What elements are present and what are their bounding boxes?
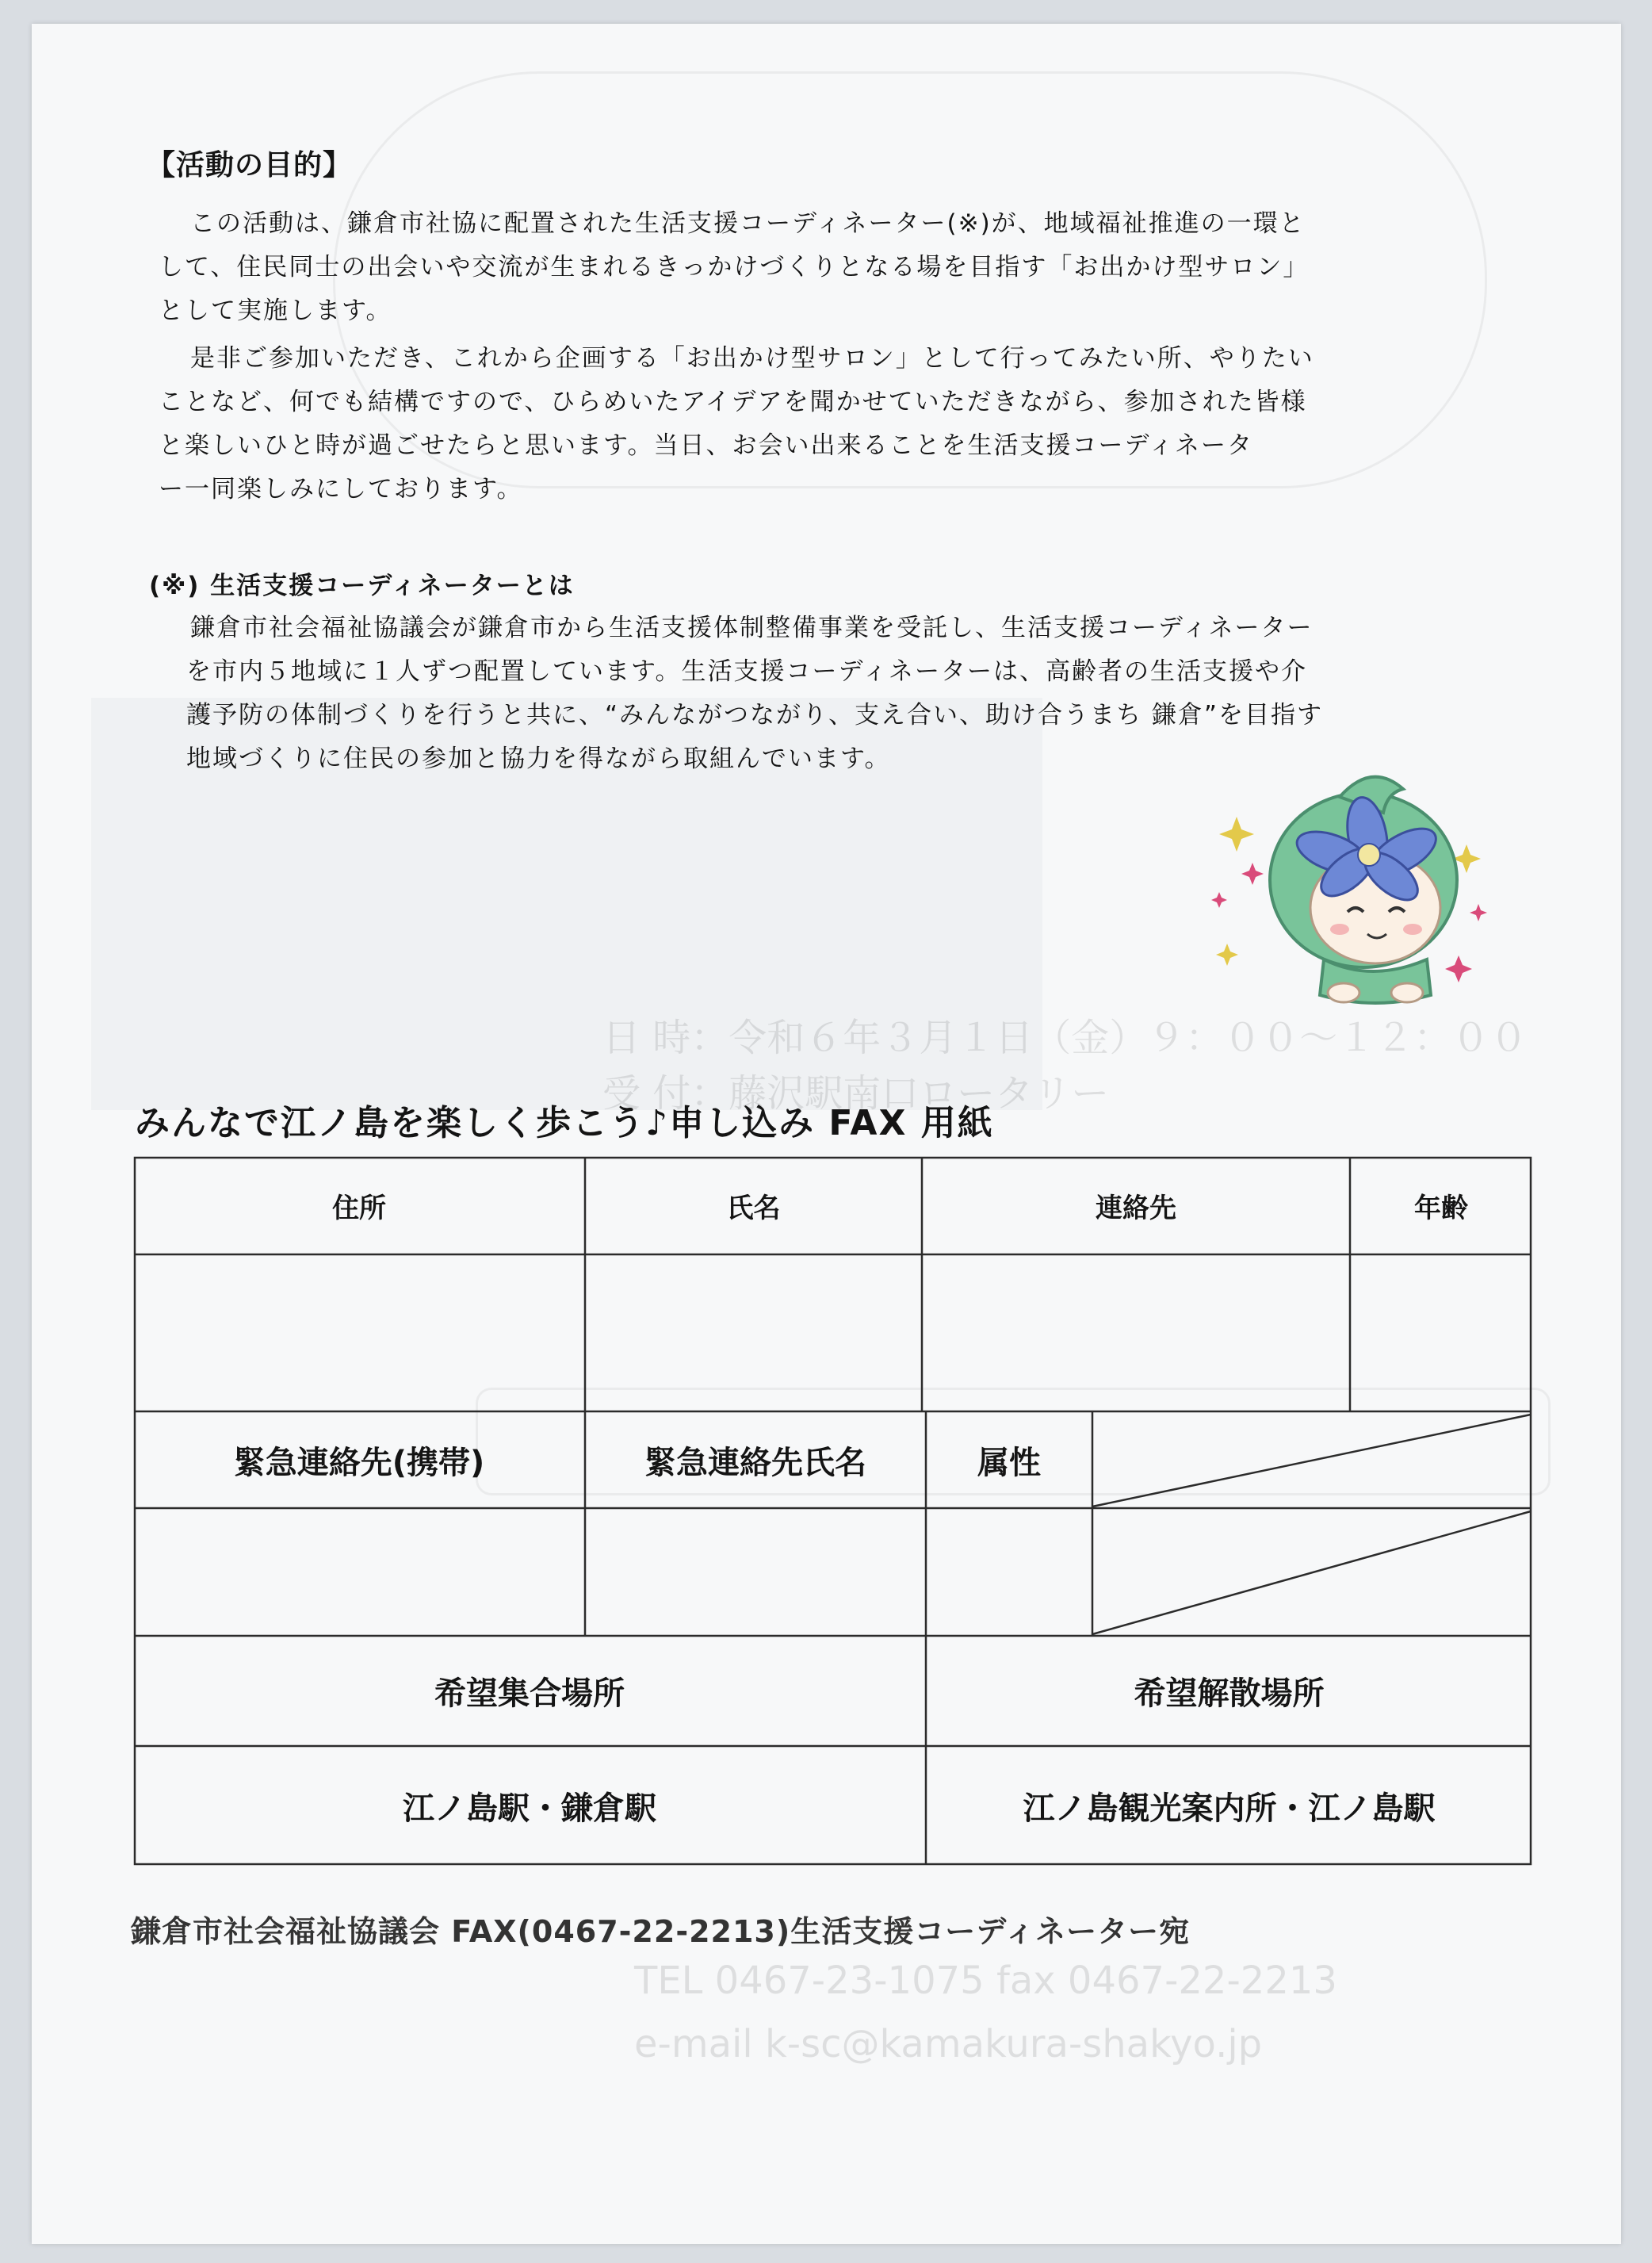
purpose-line: この活動は、鎌倉市社協に配置された生活支援コーディネーター(※)が、地域福祉推進の一環と	[190, 209, 1306, 238]
header-emergency-phone: 緊急連絡先(携帯)	[233, 1444, 485, 1481]
coordinator-note-line: 鎌倉市社会福祉協議会が鎌倉市から生活支援体制整備事業を受託し、生活支援コーディネーター	[190, 614, 1314, 642]
header-address: 住所	[332, 1192, 386, 1224]
header-name: 氏名	[726, 1192, 781, 1224]
coordinator-note-line: 地域づくりに住民の参加と協力を得ながら取組んでいます。	[186, 745, 891, 773]
coordinator-note-line: 護予防の体制づくりを行うと共に、“みんながつながり、支え合い、助け合うまち 鎌倉”を目指す	[186, 701, 1323, 729]
coordinator-note-line: を市内５地域に１人ずつ配置しています。生活支援コーディネーターは、高齢者の生活支援や介	[186, 657, 1308, 686]
fax-recipient-line: 鎌倉市社会福祉協議会 FAX(0467-22-2213)生活支援コーディネーター宛	[131, 1914, 1191, 1949]
paper-sheet	[32, 24, 1621, 2244]
purpose-line: ことなど、何でも結構ですので、ひらめいたアイデアを聞かせていただきながら、参加された皆様	[159, 388, 1307, 416]
contact-input-cell[interactable]	[924, 1256, 1348, 1410]
header-meeting-place: 希望集合場所	[434, 1675, 625, 1712]
purpose-line: と楽しいひと時が過ごせたらと思います。当日、お会い出来ることを生活支援コーディネータ	[159, 431, 1254, 460]
header-age: 年齢	[1414, 1192, 1468, 1224]
address-input-cell[interactable]	[135, 1256, 583, 1410]
form-title: みんなで江ノ島を楽しく歩こう♪申し込み FAX 用紙	[135, 1103, 994, 1143]
coordinator-note-title: (※) 生活支援コーディネーターとは	[149, 572, 575, 600]
meeting-place-value: 江ノ島駅・鎌倉駅	[403, 1790, 656, 1827]
purpose-line: して、住民同士の出会いや交流が生まれるきっかけづくりとなる場を目指す「お出かけ型サロン」	[159, 253, 1310, 281]
show-through-text: TEL 0467-23-1075 fax 0467-22-2213	[634, 1959, 1337, 2003]
purpose-heading: 【活動の目的】	[147, 149, 353, 182]
purpose-line: として実施します。	[159, 297, 392, 325]
show-through-text: e-mail k-sc@kamakura-shakyo.jp	[634, 2022, 1263, 2066]
show-through-text: 日 時：令和６年３月１日（金）９：００～１２：００	[602, 1016, 1528, 1060]
application-form-table	[133, 1156, 1532, 1866]
emergency-phone-input-cell[interactable]	[135, 1510, 583, 1634]
mascot-illustration	[1205, 761, 1522, 1007]
header-attribute: 属性	[977, 1444, 1041, 1481]
age-input-cell[interactable]	[1352, 1256, 1531, 1410]
emergency-name-input-cell[interactable]	[587, 1510, 924, 1634]
purpose-line: ー一同楽しみにしております。	[159, 475, 523, 504]
show-through-text: 受 付：藤沢駅南口ロータリー	[602, 1071, 1110, 1116]
header-emergency-name: 緊急連絡先氏名	[644, 1444, 866, 1481]
purpose-line: 是非ご参加いただき、これから企画する「お出かけ型サロン」として行ってみたい所、やりたい	[190, 344, 1314, 373]
header-contact: 連絡先	[1096, 1192, 1176, 1224]
name-input-cell[interactable]	[587, 1256, 920, 1410]
attribute-input-cell[interactable]	[927, 1510, 1091, 1634]
header-dispersal-place: 希望解散場所	[1134, 1675, 1325, 1712]
dispersal-place-value: 江ノ島観光案内所・江ノ島駅	[1023, 1790, 1436, 1827]
